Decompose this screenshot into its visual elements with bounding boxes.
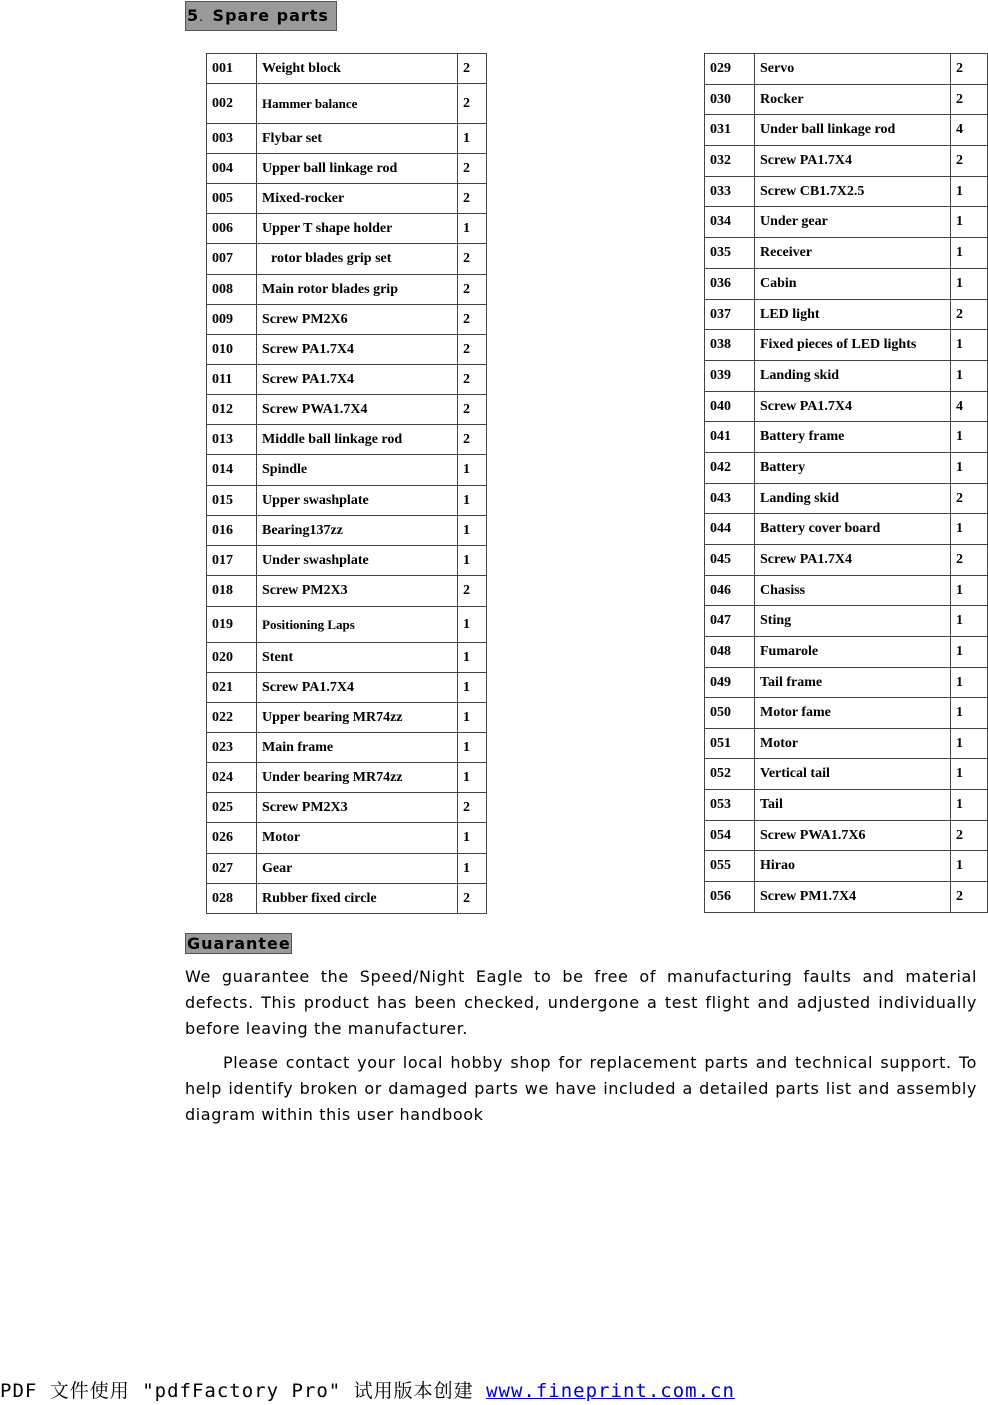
part-number: 048 — [705, 637, 755, 668]
table-row — [207, 425, 487, 455]
table-row — [705, 453, 988, 484]
part-quantity: 1 — [458, 763, 487, 793]
part-name: Screw PWA1.7X4 — [257, 395, 458, 425]
table-row — [207, 516, 487, 546]
part-quantity: 1 — [951, 361, 988, 392]
part-quantity: 1 — [951, 207, 988, 238]
part-quantity: 1 — [458, 516, 487, 546]
part-number: 006 — [207, 214, 257, 244]
part-number: 008 — [207, 275, 257, 305]
part-number: 055 — [705, 851, 755, 882]
part-number: 026 — [207, 823, 257, 854]
part-name: Chasiss — [755, 576, 951, 606]
part-number: 015 — [207, 486, 257, 516]
part-number: 018 — [207, 576, 257, 607]
part-number: 011 — [207, 365, 257, 395]
part-number: 038 — [705, 330, 755, 361]
part-quantity: 1 — [951, 330, 988, 361]
table-row — [207, 703, 487, 733]
part-quantity: 1 — [951, 514, 988, 545]
table-row — [705, 545, 988, 576]
table-row — [207, 244, 487, 275]
footer-text: PDF 文件使用 "pdfFactory Pro" 试用版本创建 — [0, 1380, 487, 1402]
table-row — [207, 305, 487, 335]
part-number: 042 — [705, 453, 755, 484]
part-number: 024 — [207, 763, 257, 793]
part-name: Battery cover board — [755, 514, 951, 545]
guarantee-paragraph-2: Please contact your local hobby shop for replacement parts and technical support. To help identify broken or damaged parts we have included a detailed parts list and assembly diagram within this user handbook — [185, 1053, 977, 1124]
part-quantity: 1 — [458, 673, 487, 703]
part-quantity: 1 — [951, 790, 988, 821]
part-name: Under bearing MR74zz — [257, 763, 458, 793]
part-name: Screw PM2X3 — [257, 793, 458, 823]
part-number: 056 — [705, 882, 755, 913]
part-quantity: 2 — [951, 882, 988, 913]
part-name: rotor blades grip set — [257, 244, 458, 275]
part-quantity: 2 — [951, 484, 988, 514]
part-number: 012 — [207, 395, 257, 425]
part-number: 036 — [705, 269, 755, 300]
part-name: Screw PA1.7X4 — [755, 146, 951, 177]
table-row — [207, 275, 487, 305]
part-name: Tail — [755, 790, 951, 821]
part-quantity: 2 — [458, 884, 487, 914]
table-row — [705, 606, 988, 637]
table-row — [207, 54, 487, 84]
part-number: 019 — [207, 607, 257, 643]
part-name: Sting — [755, 606, 951, 637]
table-row — [207, 607, 487, 643]
part-name: Rubber fixed circle — [257, 884, 458, 914]
part-quantity: 2 — [458, 793, 487, 823]
pdf-footer — [0, 1378, 735, 1404]
parts-table-left — [206, 53, 487, 914]
table-row — [705, 790, 988, 821]
part-name: Motor — [257, 823, 458, 854]
table-row — [705, 514, 988, 545]
footer-link[interactable]: www.fineprint.com.cn — [486, 1380, 735, 1402]
part-number: 010 — [207, 335, 257, 365]
part-name: Upper ball linkage rod — [257, 154, 458, 184]
table-row — [705, 115, 988, 146]
part-number: 039 — [705, 361, 755, 392]
part-quantity: 1 — [458, 607, 487, 643]
part-name: Screw CB1.7X2.5 — [755, 177, 951, 207]
part-quantity: 2 — [951, 545, 988, 576]
part-quantity: 2 — [458, 365, 487, 395]
part-quantity: 1 — [951, 269, 988, 300]
part-number: 016 — [207, 516, 257, 546]
part-number: 034 — [705, 207, 755, 238]
part-number: 043 — [705, 484, 755, 514]
part-name: Screw PM1.7X4 — [755, 882, 951, 913]
part-quantity: 1 — [458, 214, 487, 244]
part-number: 049 — [705, 668, 755, 698]
parts-table-right — [704, 53, 988, 913]
table-row — [207, 673, 487, 703]
part-name: Hammer balance — [257, 84, 458, 124]
section-number-separator: . — [199, 10, 204, 24]
part-name: Upper bearing MR74zz — [257, 703, 458, 733]
table-row — [207, 546, 487, 576]
part-quantity: 1 — [458, 733, 487, 763]
part-name: Rocker — [755, 85, 951, 115]
part-number: 031 — [705, 115, 755, 146]
part-number: 007 — [207, 244, 257, 275]
part-name: Stent — [257, 643, 458, 673]
part-name: Screw PA1.7X4 — [257, 335, 458, 365]
part-number: 035 — [705, 238, 755, 269]
part-quantity: 1 — [951, 422, 988, 453]
part-number: 033 — [705, 177, 755, 207]
table-row — [705, 54, 988, 85]
table-row — [705, 759, 988, 790]
part-name: Gear — [257, 854, 458, 884]
part-name: Flybar set — [257, 124, 458, 154]
part-quantity: 2 — [458, 84, 487, 124]
table-row — [207, 884, 487, 914]
part-number: 045 — [705, 545, 755, 576]
part-name: LED light — [755, 300, 951, 330]
part-name: Fumarole — [755, 637, 951, 668]
table-row — [207, 184, 487, 214]
table-row — [705, 698, 988, 729]
guarantee-heading: Guarantee — [187, 934, 291, 953]
part-quantity: 1 — [951, 606, 988, 637]
part-name: Spindle — [257, 455, 458, 486]
part-quantity: 1 — [951, 576, 988, 606]
part-quantity: 2 — [458, 244, 487, 275]
table-row — [207, 154, 487, 184]
part-number: 053 — [705, 790, 755, 821]
part-name: Motor fame — [755, 698, 951, 729]
part-name: Under ball linkage rod — [755, 115, 951, 146]
table-row — [705, 146, 988, 177]
part-quantity: 1 — [458, 455, 487, 486]
part-quantity: 2 — [951, 821, 988, 851]
part-number: 002 — [207, 84, 257, 124]
table-row — [207, 84, 487, 124]
part-number: 030 — [705, 85, 755, 115]
table-row — [705, 238, 988, 269]
part-number: 046 — [705, 576, 755, 606]
part-number: 009 — [207, 305, 257, 335]
part-quantity: 2 — [458, 184, 487, 214]
part-number: 052 — [705, 759, 755, 790]
part-name: Screw PA1.7X4 — [257, 365, 458, 395]
table-row — [705, 882, 988, 913]
part-quantity: 2 — [951, 146, 988, 177]
table-row — [705, 576, 988, 606]
part-name: Battery frame — [755, 422, 951, 453]
part-number: 040 — [705, 392, 755, 422]
part-quantity: 1 — [458, 823, 487, 854]
part-quantity: 1 — [458, 854, 487, 884]
part-number: 001 — [207, 54, 257, 84]
part-number: 041 — [705, 422, 755, 453]
part-number: 054 — [705, 821, 755, 851]
section-heading — [185, 1, 337, 31]
table-row — [207, 124, 487, 154]
part-number: 014 — [207, 455, 257, 486]
part-quantity: 2 — [458, 154, 487, 184]
table-row — [705, 821, 988, 851]
part-quantity: 1 — [951, 759, 988, 790]
part-quantity: 1 — [951, 637, 988, 668]
table-row — [207, 335, 487, 365]
part-quantity: 2 — [458, 395, 487, 425]
part-name: Weight block — [257, 54, 458, 84]
table-row — [705, 361, 988, 392]
part-quantity: 2 — [458, 576, 487, 607]
table-row — [207, 823, 487, 854]
part-number: 023 — [207, 733, 257, 763]
table-row — [705, 177, 988, 207]
part-number: 021 — [207, 673, 257, 703]
part-name: Tail frame — [755, 668, 951, 698]
part-quantity: 1 — [458, 643, 487, 673]
part-number: 037 — [705, 300, 755, 330]
table-row — [705, 330, 988, 361]
table-row — [705, 392, 988, 422]
part-name: Vertical tail — [755, 759, 951, 790]
part-number: 022 — [207, 703, 257, 733]
table-row — [207, 576, 487, 607]
table-row — [705, 300, 988, 330]
part-name: Landing skid — [755, 484, 951, 514]
part-name: Hirao — [755, 851, 951, 882]
part-number: 028 — [207, 884, 257, 914]
part-name: Screw PM2X3 — [257, 576, 458, 607]
section-number: 5 — [187, 6, 200, 25]
part-number: 004 — [207, 154, 257, 184]
part-number: 047 — [705, 606, 755, 637]
part-quantity: 1 — [951, 698, 988, 729]
part-quantity: 1 — [951, 177, 988, 207]
part-name: Under gear — [755, 207, 951, 238]
table-row — [705, 668, 988, 698]
part-name: Screw PA1.7X4 — [257, 673, 458, 703]
part-name: Screw PM2X6 — [257, 305, 458, 335]
part-quantity: 1 — [458, 486, 487, 516]
section-title: Spare parts — [212, 6, 329, 25]
part-name: Screw PA1.7X4 — [755, 545, 951, 576]
part-number: 027 — [207, 854, 257, 884]
part-quantity: 1 — [458, 124, 487, 154]
part-quantity: 1 — [951, 729, 988, 759]
part-number: 013 — [207, 425, 257, 455]
part-name: Fixed pieces of LED lights — [755, 330, 951, 361]
part-quantity: 4 — [951, 115, 988, 146]
part-quantity: 2 — [458, 54, 487, 84]
table-row — [705, 207, 988, 238]
table-row — [705, 637, 988, 668]
part-number: 044 — [705, 514, 755, 545]
table-row — [207, 365, 487, 395]
table-row — [207, 733, 487, 763]
part-number: 032 — [705, 146, 755, 177]
part-number: 017 — [207, 546, 257, 576]
part-name: Receiver — [755, 238, 951, 269]
part-name: Motor — [755, 729, 951, 759]
table-row — [207, 763, 487, 793]
table-row — [705, 85, 988, 115]
part-quantity: 2 — [458, 275, 487, 305]
part-name: Middle ball linkage rod — [257, 425, 458, 455]
part-quantity: 2 — [951, 85, 988, 115]
part-number: 003 — [207, 124, 257, 154]
part-number: 050 — [705, 698, 755, 729]
part-name: Mixed-rocker — [257, 184, 458, 214]
part-quantity: 1 — [458, 546, 487, 576]
table-row — [207, 395, 487, 425]
table-row — [705, 729, 988, 759]
part-quantity: 2 — [458, 305, 487, 335]
part-quantity: 1 — [951, 238, 988, 269]
table-row — [207, 214, 487, 244]
part-number: 051 — [705, 729, 755, 759]
part-name: Positioning Laps — [257, 607, 458, 643]
guarantee-paragraph-1: We guarantee the Speed/Night Eagle to be free of manufacturing faults and material defects. This product has been checked, undergone a test flight and adjusted individually before leaving the manufacturer. — [185, 967, 977, 1038]
table-row — [207, 486, 487, 516]
part-name: Upper swashplate — [257, 486, 458, 516]
part-quantity: 2 — [458, 335, 487, 365]
part-name: Servo — [755, 54, 951, 85]
part-number: 020 — [207, 643, 257, 673]
table-row — [207, 643, 487, 673]
part-quantity: 4 — [951, 392, 988, 422]
part-quantity: 1 — [951, 453, 988, 484]
part-quantity: 1 — [951, 668, 988, 698]
part-quantity: 2 — [951, 54, 988, 85]
table-row — [705, 269, 988, 300]
part-name: Landing skid — [755, 361, 951, 392]
table-row — [207, 793, 487, 823]
part-quantity: 2 — [458, 425, 487, 455]
part-name: Bearing137zz — [257, 516, 458, 546]
part-name: Cabin — [755, 269, 951, 300]
part-name: Battery — [755, 453, 951, 484]
table-row — [207, 455, 487, 486]
part-name: Upper T shape holder — [257, 214, 458, 244]
part-quantity: 2 — [951, 300, 988, 330]
part-number: 029 — [705, 54, 755, 85]
part-name: Under swashplate — [257, 546, 458, 576]
part-name: Main frame — [257, 733, 458, 763]
table-row — [705, 484, 988, 514]
part-name: Main rotor blades grip — [257, 275, 458, 305]
table-row — [705, 422, 988, 453]
table-row — [705, 851, 988, 882]
part-number: 025 — [207, 793, 257, 823]
part-quantity: 1 — [951, 851, 988, 882]
part-quantity: 1 — [458, 703, 487, 733]
part-number: 005 — [207, 184, 257, 214]
table-row — [207, 854, 487, 884]
part-name: Screw PA1.7X4 — [755, 392, 951, 422]
part-name: Screw PWA1.7X6 — [755, 821, 951, 851]
